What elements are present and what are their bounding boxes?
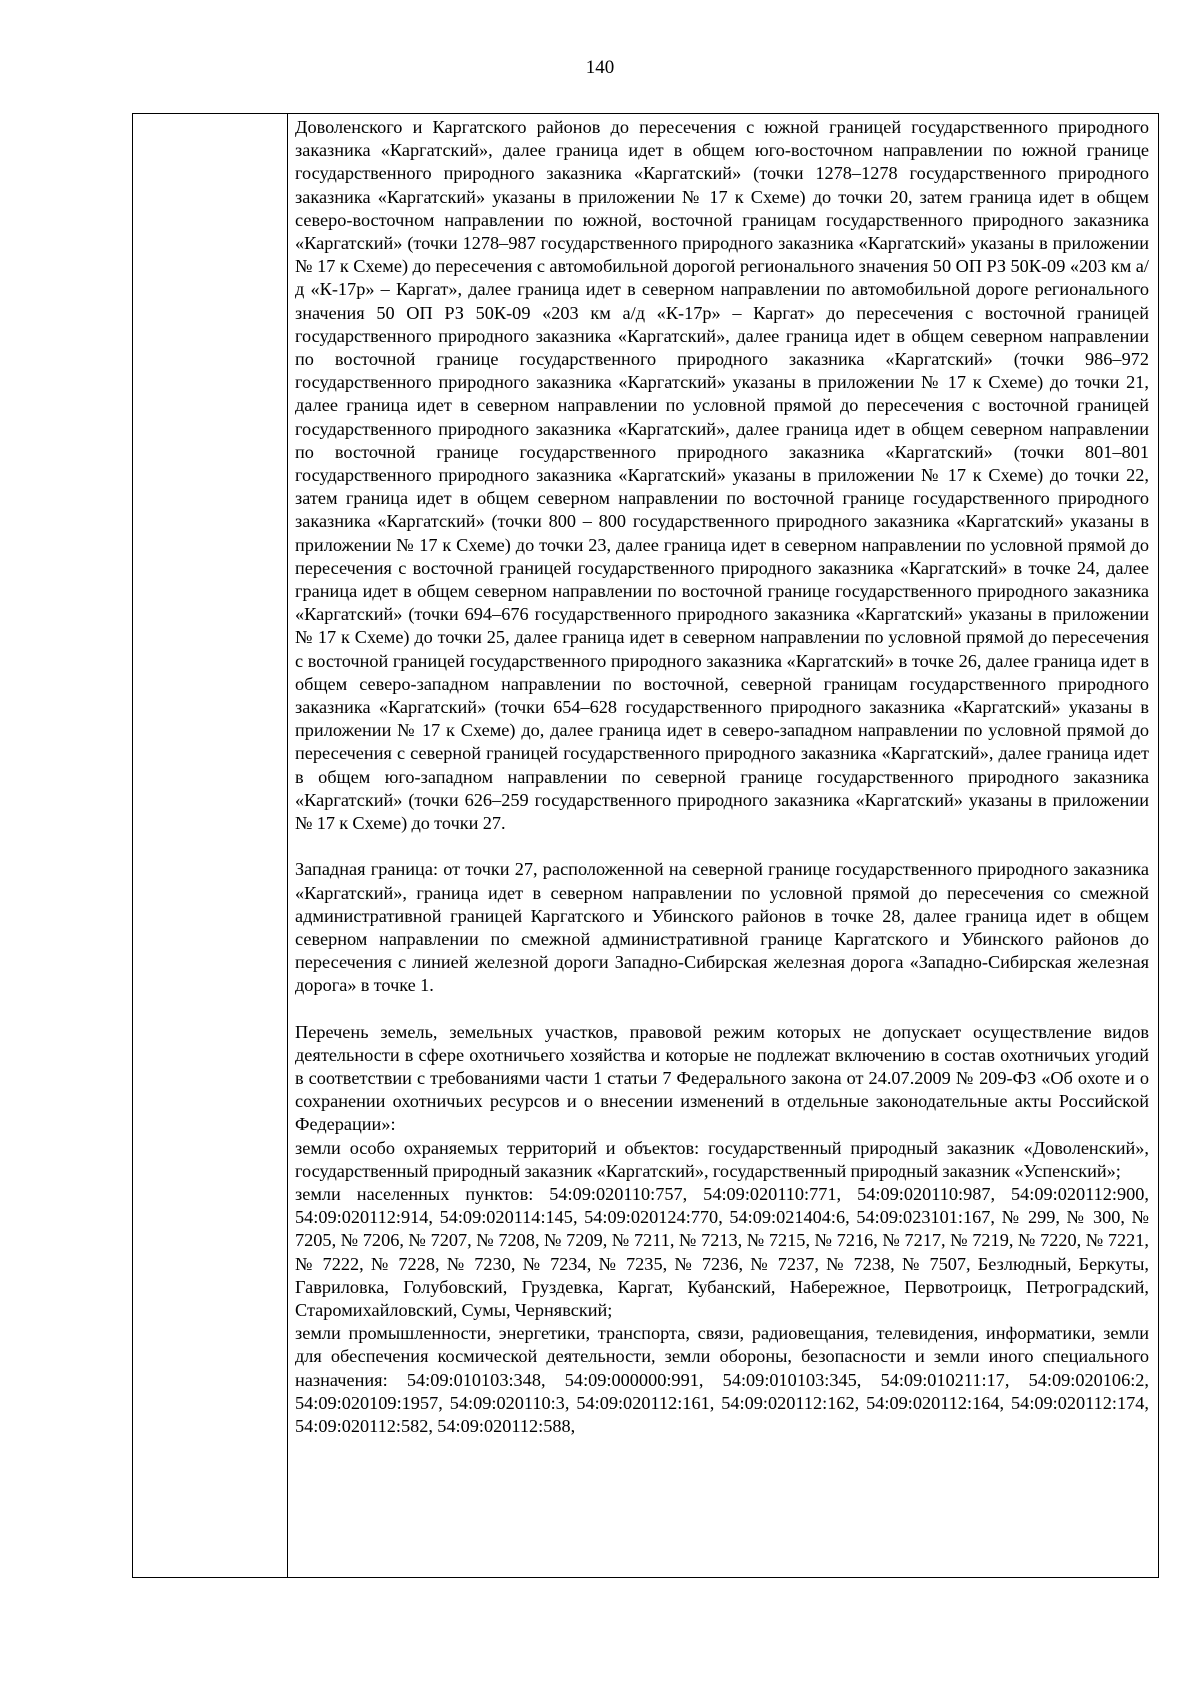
table-right-cell (288, 114, 1158, 1577)
settlement-lands-item: земли населенных пунктов: 54:09:020110:757, 54:09:020110:771, 54:09:020110:987, 54:09:020112:900, 54:09:020112:914, 54:09:020114:145, 54:09:020124:770, 54:09:021404:6, 54:09:023101:167, № 299, № 300, № 7205, № 7206, № 7207, № 7208, № 7209, № 7211, № 7213, № 7215, № 7216, № 7217, № 7219, № 7220, № 7221, № 7222, № 7228, № 7230, № 7234, № 7235, № 7236, № 7237, № 7238, № 7507, Безлюдный, Беркуты, Гавриловка, Голубовский, Груздевка, Каргат, Кубанский, Набережное, Первотроицк, Петроградский, Старомихайловский, Сумы, Чернявский; (295, 1183, 1149, 1320)
table-left-cell (133, 114, 288, 1577)
western-boundary-paragraph: Западная граница: от точки 27, расположенной на северной границе государственного природного заказника «Каргатский», граница идет в северном направлении по условной прямой до пересечения со смежной административной границей Каргатского и Убинского районов в точке 28, далее граница идет в общем северном направлении по смежной административной границе Каргатского и Убинского районов до пересечения с линией железной дороги Западно-Сибирская железная дорога «Западно-Сибирская железная дорога» в точке 1. (295, 859, 1149, 996)
excluded-lands-intro-paragraph: Перечень земель, земельных участков, правовой режим которых не допускает осуществление видов деятельности в сфере охотничьего хозяйства и которые не подлежат включению в состав охотничьих угодий в соответствии с требованиями части 1 статьи 7 Федерального закона от 24.07.2009 № 209-ФЗ «Об охоте и о сохранении охотничьих ресурсов и о внесении изменений в отдельные законодательные акты Российской Федерации»: (295, 1021, 1149, 1135)
document-table (132, 113, 1159, 1578)
industrial-lands-item: земли промышленности, энергетики, транспорта, связи, радиовещания, телевидения, информатики, земли для обеспечения космической деятельности, земли обороны, безопасности и земли иного специального назначения: 54:09:010103:348, 54:09:000000:991, 54:09:010103:345, 54:09:010211:17, 54:09:020106:2, 54:09:020109:1957, 54:09:020110:3, 54:09:020112:161, 54:09:020112:162, 54:09:020112:164, 54:09:020112:174, 54:09:020112:582, 54:09:020112:588, (295, 1323, 1149, 1436)
boundary-description-paragraph: Доволенского и Каргатского районов до пересечения с южной границей государственного природного заказника «Каргатский», далее граница идет в общем юго-восточном направлении по южной границе государственного природного заказника «Каргатский» (точки 1278–1278 государственного природного заказника «Каргатский» указаны в приложении № 17 к Схеме) до точки 20, затем граница идет в общем северо-восточном направлении по южной, восточной границам государственного природного заказника «Каргатский» (точки 1278–987 государственного природного заказника «Каргатский» указаны в приложении № 17 к Схеме) до пересечения с автомобильной дорогой регионального значения 50 ОП РЗ 50К-09 «203 км а/д «К-17р» – Каргат», далее граница идет в северном направлении по автомобильной дороге регионального значения 50 ОП РЗ 50К-09 «203 км а/д «К-17р» – Каргат» до пересечения с восточной границей государственного природного заказника «Каргатский», далее граница идет в общем северном направлении по восточной границе государственного природного заказника «Каргатский» (точки 986–972 государственного природного заказника «Каргатский» указаны в приложении № 17 к Схеме) до точки 21, далее граница идет в северном направлении по условной прямой до пересечения с восточной границей государственного природного заказника «Каргатский», далее граница идет в общем северном направлении по восточной границе государственного природного заказника «Каргатский» (точки 801–801 государственного природного заказника «Каргатский» указаны в приложении № 17 к Схеме) до точки 22, затем граница идет в общем северном направлении по восточной границе государственного природного заказника «Каргатский» (точки 800 – 800 государственного природного заказника «Каргатский» указаны в приложении № 17 к Схеме) до точки 23, далее граница идет в северном направлении по условной прямой до пересечения с восточной границей государственного природного заказника «Каргатский» в точке 24, далее граница идет в общем северном направлении по восточной границе государственного природного заказника «Каргатский» (точки 694–676 государственного природного заказника «Каргатский» указаны в приложении № 17 к Схеме) до точки 25, далее граница идет в северном направлении по условной прямой до пересечения с восточной границей государственного природного заказника «Каргатский» в точке 26, далее граница идет в общем северо-западном направлении по восточной, северной границам государственного природного заказника «Каргатский» (точки 654–628 государственного природного заказника «Каргатский» указаны в приложении № 17 к Схеме) до, далее граница идет в северо-западном направлении по условной прямой до пересечения с северной границей государственного природного заказника «Каргатский», далее граница идет в общем юго-западном направлении по северной границе государственного природного заказника «Каргатский» (точки 626–259 государственного природного заказника «Каргатский» указаны в приложении № 17 к Схеме) до точки 27. (295, 117, 1149, 834)
page-number: 140 (585, 57, 615, 78)
protected-lands-item: земли особо охраняемых территорий и объектов: государственный природный заказник «Доволенский», государственный природный заказник «Каргатский», государственный природный заказник «Успенский»; (295, 1137, 1149, 1181)
